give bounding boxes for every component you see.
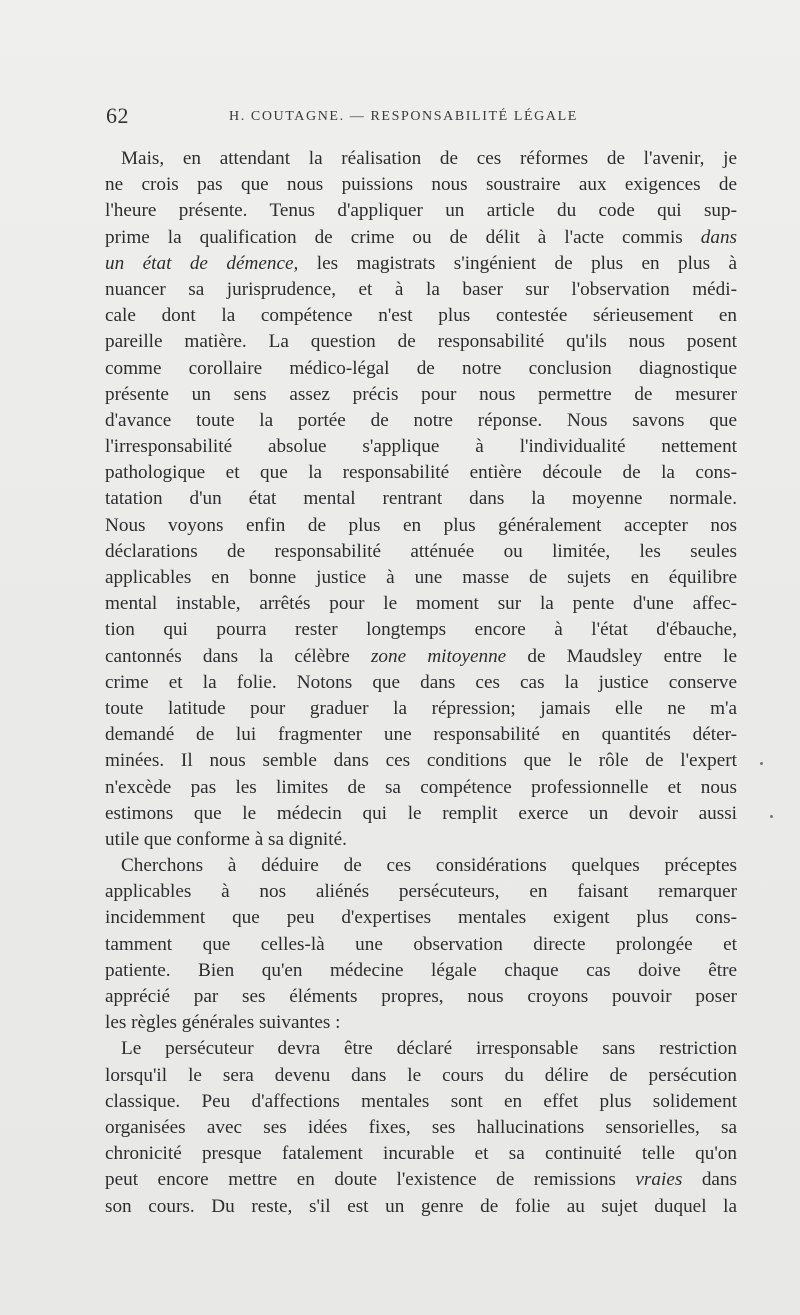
paper-speck: [770, 815, 773, 818]
text-segment: mental instable, arrêtés pour le moment sur la pente d'une affec-: [105, 593, 737, 615]
italic-phrase: zone mitoyenne: [370, 645, 507, 667]
text-segment: d'avance toute la portée de notre réponse. Nous savons que: [105, 409, 737, 431]
text-line: [105, 198, 737, 224]
text-segment: Nous voyons enfin de plus en plus généralement accepter nos: [105, 514, 737, 536]
text-segment: pathologique et que la responsabilité entière découle de la cons-: [105, 462, 737, 484]
text-segment: estimons que le médecin qui le remplit exerce un devoir aussi: [105, 802, 737, 824]
text-line: [105, 827, 737, 853]
text-segment: toute latitude pour graduer la répression; jamais elle ne m'a: [105, 697, 737, 719]
text-segment: Mais, en attendant la réalisation de ces réformes de l'avenir, je: [121, 148, 737, 169]
text-segment: classique. Peu d'affections mentales sont en effet plus solidement: [105, 1090, 737, 1112]
text-segment: son cours. Du reste, s'il est un genre de folie au sujet duquel la: [105, 1195, 737, 1217]
text-line: [105, 696, 737, 722]
text-segment: incidemment que peu d'expertises mentales exigent plus cons-: [105, 907, 737, 929]
text-segment: crime et la folie. Notons que dans ces cas la justice conserve: [105, 671, 737, 693]
text-segment: prime la qualification de crime ou de délit à l'acte commis: [105, 226, 701, 248]
text-line: [105, 486, 737, 512]
text-line: [105, 356, 737, 382]
text-segment: de Maudsley entre le: [506, 645, 737, 667]
text-segment: cantonnés dans la célèbre: [105, 645, 371, 667]
italic-phrase: dans: [700, 226, 737, 248]
text-line: [105, 1010, 737, 1036]
text-line: [105, 434, 737, 460]
text-segment: applicables en bonne justice à une masse de sujets en équilibre: [105, 567, 737, 588]
text-segment: cale dont la compétence n'est plus contestée sérieusement en: [105, 305, 737, 327]
text-line: [105, 1089, 737, 1115]
text-line: [105, 722, 737, 748]
text-line: [105, 591, 737, 617]
text-line: [105, 1036, 737, 1062]
text-line: [105, 670, 737, 696]
page-number: 62: [106, 103, 129, 128]
text-line: [105, 958, 737, 984]
text-line: [105, 513, 737, 539]
paper-speck: [760, 762, 763, 765]
text-segment: pareille matière. La question de responsabilité qu'ils nous posent: [105, 331, 737, 353]
text-line: [105, 853, 737, 879]
text-segment: organisées avec ses idées fixes, ses hallucinations sensorielles, sa: [105, 1116, 737, 1138]
text-line: [105, 565, 737, 591]
text-line: [105, 801, 737, 827]
text-segment: nuancer sa jurisprudence, et à la baser sur l'observation médi-: [105, 278, 737, 300]
text-line: [105, 225, 737, 251]
text-line: [105, 1141, 737, 1167]
page-header: [106, 103, 736, 133]
text-line: [105, 1194, 737, 1220]
text-line: [105, 408, 737, 434]
italic-phrase: vraies: [635, 1169, 683, 1191]
text-segment: lorsqu'il le sera devenu dans le cours du délire de persécution: [105, 1064, 737, 1086]
text-segment: chronicité presque fatalement incurable et sa continuité telle qu'on: [105, 1143, 737, 1165]
text-line: [105, 932, 737, 958]
text-line: [105, 617, 737, 643]
text-segment: les règles générales suivantes :: [105, 1012, 341, 1034]
text-line: [105, 251, 737, 277]
text-line: [105, 775, 737, 801]
text-line: [105, 277, 737, 303]
text-segment: les magistrats s'ingénient de plus en plus à: [298, 252, 737, 274]
text-segment: présente un sens assez précis pour nous permettre de mesurer: [105, 383, 737, 405]
text-line: [105, 329, 737, 355]
text-line: [105, 1167, 737, 1193]
text-segment: ne crois pas que nous puissions nous soustraire aux exigences de: [105, 174, 737, 196]
text-line: [105, 146, 737, 172]
text-line: [105, 1063, 737, 1089]
text-segment: minées. Il nous semble dans ces conditions que le rôle de l'expert: [105, 750, 737, 772]
text-line: [105, 905, 737, 931]
text-segment: dans: [682, 1169, 737, 1191]
text-segment: apprécié par ses éléments propres, nous croyons pouvoir poser: [105, 986, 737, 1007]
text-line: [105, 1115, 737, 1141]
text-line: [105, 460, 737, 486]
text-segment: déclarations de responsabilité atténuée ou limitée, les seules: [105, 540, 737, 562]
body-text: [105, 146, 737, 1220]
text-segment: l'irresponsabilité absolue s'applique à l'individualité nettement: [105, 436, 737, 458]
text-segment: l'heure présente. Tenus d'appliquer un article du code qui sup-: [105, 200, 737, 222]
text-line: [105, 382, 737, 408]
text-line: [105, 748, 737, 774]
italic-phrase: un état de démence,: [105, 252, 299, 274]
text-line: [105, 539, 737, 565]
running-head: H. COUTAGNE. — RESPONSABILITÉ LÉGALE: [229, 109, 578, 124]
text-segment: applicables à nos aliénés persécuteurs, en faisant remarquer: [105, 881, 737, 903]
text-line: [105, 879, 737, 905]
text-segment: tion qui pourra rester longtemps encore à l'état d'ébauche,: [105, 619, 737, 641]
text-segment: Cherchons à déduire de ces considérations quelques préceptes: [121, 855, 737, 877]
text-segment: comme corollaire médico-légal de notre conclusion diagnostique: [105, 357, 737, 379]
text-segment: Le persécuteur devra être déclaré irresponsable sans restriction: [121, 1038, 737, 1060]
text-line: [105, 644, 737, 670]
text-segment: peut encore mettre en doute l'existence de remissions: [105, 1169, 636, 1191]
text-segment: demandé de lui fragmenter une responsabilité en quantités déter-: [105, 724, 737, 746]
text-segment: tamment que celles-là une observation directe prolongée et: [105, 933, 737, 955]
text-line: [105, 984, 737, 1010]
text-segment: n'excède pas les limites de sa compétence professionnelle et nous: [105, 776, 737, 798]
text-segment: tatation d'un état mental rentrant dans la moyenne normale.: [105, 488, 737, 510]
text-segment: utile que conforme à sa dignité.: [105, 828, 347, 850]
text-segment: patiente. Bien qu'en médecine légale chaque cas doive être: [105, 959, 737, 981]
text-line: [105, 172, 737, 198]
text-line: [105, 303, 737, 329]
